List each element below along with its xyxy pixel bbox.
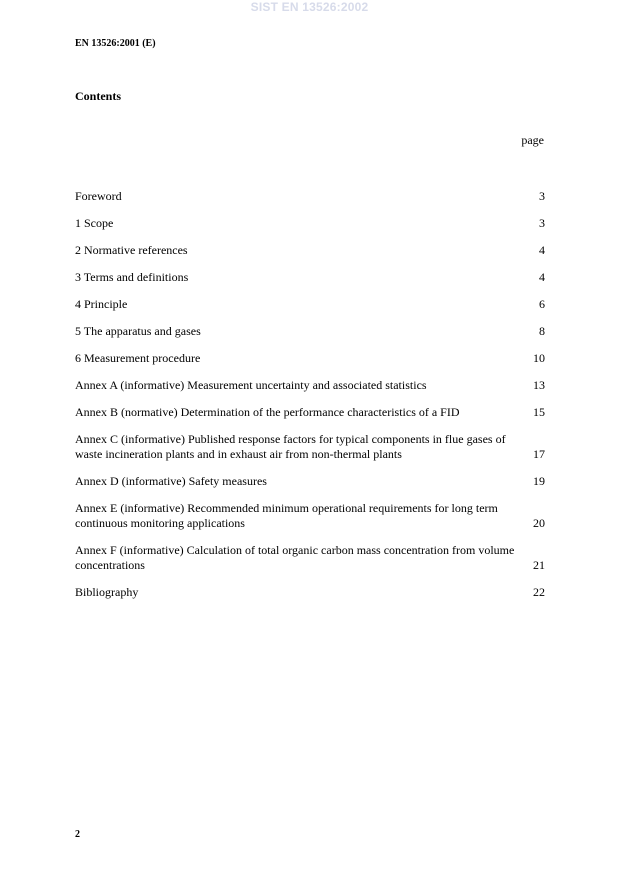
toc-entry-measurement-procedure[interactable] (75, 351, 545, 366)
contents-title: Contents (75, 89, 122, 103)
toc-entry-page: 22 (533, 585, 545, 599)
toc-entry-page: 8 (539, 324, 545, 338)
toc-entry-terms-and-definitions[interactable] (75, 270, 545, 285)
toc-entry-title: Annex D (informative) Safety measures (75, 474, 267, 488)
toc-entry-title: 4 Principle (75, 297, 128, 311)
toc-entry-title: 5 The apparatus and gases (75, 324, 201, 338)
toc-entry-title: 1 Scope (75, 216, 114, 230)
toc-entry-bibliography[interactable] (75, 585, 545, 600)
toc-entry-normative-references[interactable] (75, 243, 545, 258)
toc-entry-scope[interactable] (75, 216, 545, 231)
toc-entry-title: 2 Normative references (75, 243, 188, 257)
toc-entry-page: 3 (539, 189, 545, 203)
toc-entry-page: 13 (533, 378, 545, 392)
toc-entry-page: 4 (539, 270, 545, 284)
toc-entry-title: Annex A (informative) Measurement uncertainty and associated statistics (75, 378, 427, 392)
toc-entry-principle[interactable] (75, 297, 545, 312)
watermark: SIST EN 13526:2002 (250, 0, 369, 14)
toc-entry-page: 15 (533, 405, 545, 419)
toc-entry-annex-b[interactable] (75, 405, 545, 420)
toc-entry-apparatus-and-gases[interactable] (75, 324, 545, 339)
toc-entry-title: Annex B (normative) Determination of the performance characteristics of a FID (75, 405, 460, 419)
toc-entry-page: 10 (533, 351, 545, 365)
toc-entry-annex-c[interactable] (75, 432, 545, 462)
toc-entry-title: 3 Terms and definitions (75, 270, 189, 284)
toc-entry-title: Bibliography (75, 585, 139, 599)
toc-entry-foreword[interactable] (75, 189, 545, 204)
toc-entry-annex-f[interactable] (75, 543, 545, 573)
toc-entry-page: 6 (539, 297, 545, 311)
document-header: EN 13526:2001 (E) (75, 38, 156, 49)
toc-entry-annex-a[interactable] (75, 378, 545, 393)
toc-entry-page: 19 (533, 474, 545, 488)
page-column-label: page (521, 133, 544, 147)
toc-entry-page: 21 (533, 558, 545, 572)
toc-entry-title: 6 Measurement procedure (75, 351, 201, 365)
toc-entry-title: Annex F (informative) Calculation of total organic carbon mass concentration from volume concentrations (75, 543, 515, 572)
toc-entry-page: 17 (533, 447, 545, 461)
toc-entry-annex-d[interactable] (75, 474, 545, 489)
toc-entry-page: 20 (533, 516, 545, 530)
toc-entry-title: Foreword (75, 189, 122, 203)
toc-entry-annex-e[interactable] (75, 501, 545, 531)
toc-entry-title: Annex C (informative) Published response factors for typical components in flue gases of waste incineration plants and in exhaust air from non-thermal plants (75, 432, 506, 461)
toc-entry-page: 3 (539, 216, 545, 230)
page-number: 2 (75, 829, 80, 840)
toc-entry-page: 4 (539, 243, 545, 257)
toc-entry-title: Annex E (informative) Recommended minimum operational requirements for long term continuous monitoring applications (75, 501, 498, 530)
table-of-contents (75, 189, 545, 612)
